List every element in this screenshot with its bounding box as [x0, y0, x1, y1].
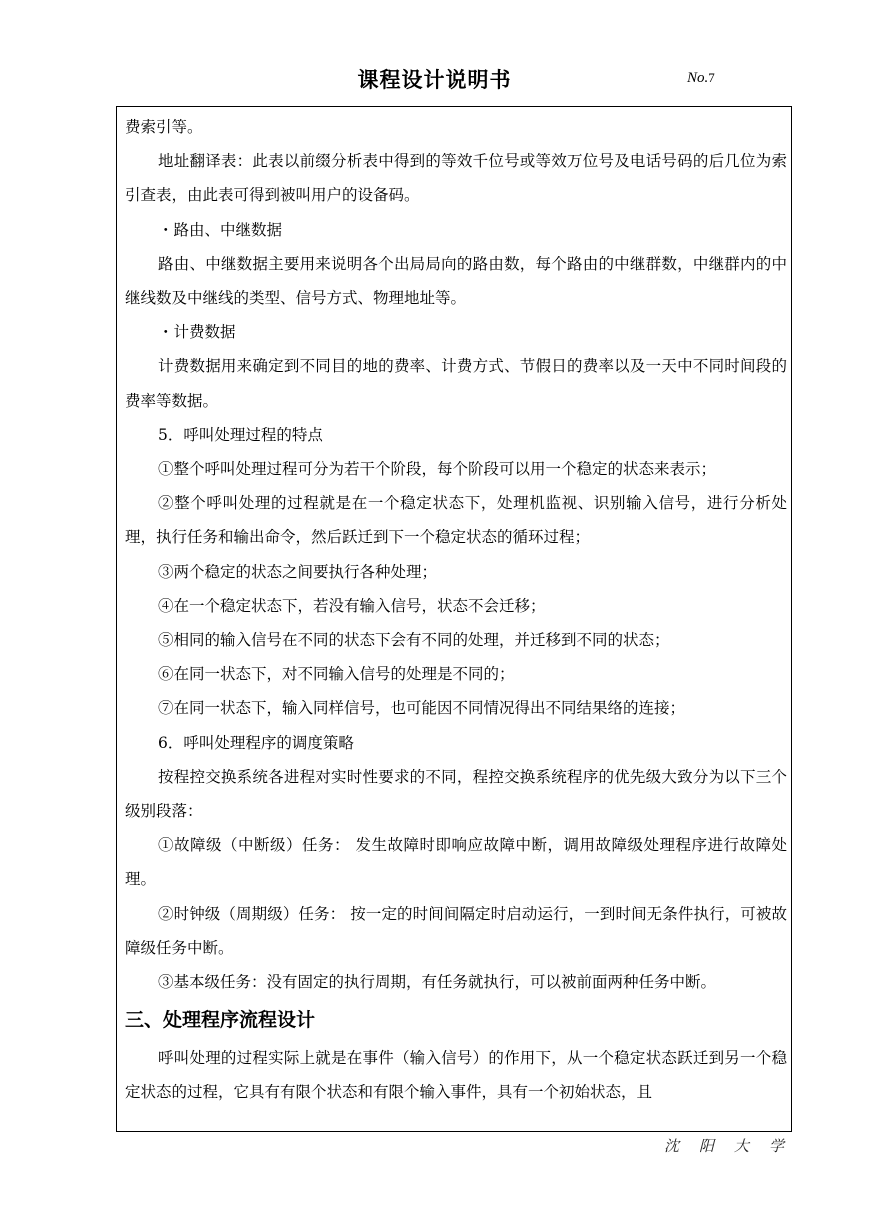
list-item: ①故障级（中断级）任务： 发生故障时即响应故障中断，调用故障级处理程序进行故障处理。 — [125, 836, 787, 889]
list-item: ⑥在同一状态下，对不同输入信号的处理是不同的； — [158, 665, 515, 684]
page-number-value: 7 — [708, 70, 715, 85]
list-item: ②时钟级（周期级）任务： 按一定的时间间隔定时启动运行，一到时间无条件执行，可被故障级任务中断。 — [125, 904, 787, 957]
paragraph: 按程控交换系统各进程对实时性要求的不同，程控交换系统程序的优先级大致分为以下三个级别段落： — [125, 767, 787, 821]
document-title: 课程设计说明书 — [357, 68, 512, 92]
bullet-heading: ・路由、中继数据 — [158, 220, 283, 239]
paragraph: 路由、中继数据主要用来说明各个出局局向的路由数，每个路由的中继群数，中继群内的中继线数及中继线的类型、信号方式、物理地址等。 — [125, 254, 787, 308]
list-item: ①整个呼叫处理过程可分为若干个阶段，每个阶段可以用一个稳定的状态来表示； — [158, 460, 717, 479]
paragraph: 费索引等。 — [125, 118, 203, 136]
section-subheading: 5．呼叫处理过程的特点 — [158, 425, 323, 444]
list-item: ⑦在同一状态下，输入同样信号，也可能因不同情况得出不同结果络的连接； — [158, 699, 686, 718]
paragraph: 地址翻译表：此表以前缀分析表中得到的等效千位号或等效万位号及电话号码的后几位为索引查表，由此表可得到被叫用户的设备码。 — [125, 152, 787, 205]
paragraph: 计费数据用来确定到不同目的地的费率、计费方式、节假日的费率以及一天中不同时间段的费率等数据。 — [125, 357, 787, 410]
list-item: ④在一个稳定状态下，若没有输入信号，状态不会迁移； — [158, 596, 546, 615]
footer-school-name: 沈阳大学 — [664, 1137, 805, 1155]
section-subheading: 6．呼叫处理程序的调度策略 — [158, 733, 354, 752]
bullet-heading: ・计费数据 — [158, 323, 236, 342]
list-item: ③两个稳定的状态之间要执行各种处理； — [158, 562, 438, 581]
paragraph: 呼叫处理的过程实际上就是在事件（输入信号）的作用下，从一个稳定状态跃迁到另一个稳定状态的过程，它具有有限个状态和有限个输入事件，具有一个初始状态，且 — [125, 1049, 787, 1102]
document-body — [125, 110, 787, 1110]
page-number — [687, 70, 715, 87]
section-heading: 三、处理程序流程设计 — [125, 1009, 316, 1032]
list-item: ⑤相同的输入信号在不同的状态下会有不同的处理，并迁移到不同的状态； — [158, 631, 670, 650]
list-item: ③基本级任务：没有固定的执行周期，有任务就执行，可以被前面两种任务中断。 — [158, 973, 717, 992]
page-number-prefix: No. — [687, 70, 709, 86]
list-item: ②整个呼叫处理的过程就是在一个稳定状态下，处理机监视、识别输入信号，进行分析处理，执行任务和输出命令，然后跃迁到下一个稳定状态的循环过程； — [125, 494, 787, 547]
